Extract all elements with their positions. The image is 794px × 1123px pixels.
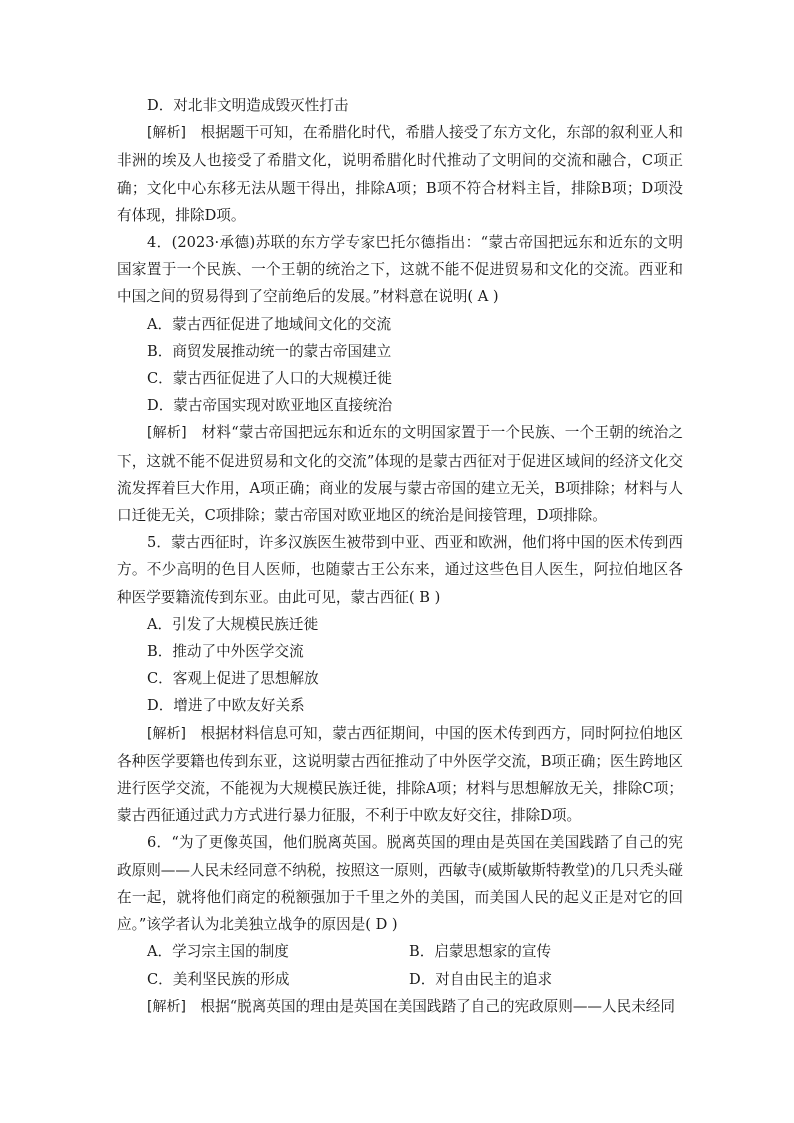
analysis-text: 根据“脱离英国的理由是英国在美国践踏了自己的宪政原则——人民未经同: [185, 997, 675, 1015]
analysis-tag: [解析]: [147, 725, 186, 742]
q6-option-a: A．学习宗主国的制度: [147, 943, 289, 961]
q6-option-d: D．对自由民主的追求: [409, 970, 553, 988]
analysis-text: 根据材料信息可知，蒙古西征期间，中国的医术传到西方，同时阿拉伯地区各种医学要籍也传到东亚，这说明蒙古西征推动了中外医学交流，B项正确；医生跨地区进行医学交流，不能视为大规模民族迁徙，排除A项；材料与思想解放无关，排除C项；蒙古西征通过武力方式进行暴力征服，不利于中欧友好交往，排除D项。: [117, 724, 683, 825]
analysis-tag: [解析]: [147, 425, 187, 442]
q6-analysis: [117, 993, 683, 1021]
q5-option-b: B．推动了中外医学交流: [147, 643, 304, 661]
q5-analysis: [117, 720, 683, 830]
question-4-stem: 4．(2023·承德)苏联的东方学专家巴托尔德指出：“蒙古帝国把远东和近东的文明国家置于一个民族、一个王朝的统治之下，这就不能不促进贸易和文化的交流。西亚和中国之间的贸易得到了空前绝后的发展。”材料意在说明( A ): [117, 234, 683, 306]
analysis-text: 材料“蒙古帝国把远东和近东的文明国家置于一个民族、一个王朝的统治之下，这就不能不促进贸易和文化的交流”体现的是蒙古西征对于促进区域间的经济文化交流发挥着巨大作用，A项正确；商业的发展与蒙古帝国的建立无关，B项排除；材料与人口迁徙无关，C项排除；蒙古帝国对欧亚地区的统治是间接管理，D项排除。: [117, 424, 683, 525]
q3-option-d: D．对北非文明造成毁灭性打击: [147, 97, 349, 114]
q5-option-d: D．增进了中欧友好关系: [147, 697, 305, 715]
q6-option-b: B．启蒙思想家的宣传: [409, 943, 552, 961]
q3-analysis: [117, 119, 683, 229]
q5-option-a: A．引发了大规模民族迁徙: [147, 615, 319, 633]
question-5-stem: 5．蒙古西征时，许多汉族医生被带到中亚、西亚和欧洲，他们将中国的医术传到西方。不少高明的色目人医师，也随蒙古王公东来，通过这些色目人医生，阿拉伯地区各种医学要籍流传到东亚。由此可见，蒙古西征( B ): [117, 534, 683, 606]
analysis-tag: [解析]: [147, 998, 186, 1015]
q4-option-a: A．蒙古西征促进了地域间文化的交流: [147, 315, 392, 333]
q4-analysis: [117, 419, 683, 529]
q4-option-b: B．商贸发展推动统一的蒙古帝国建立: [147, 342, 392, 360]
q6-options-row-2: [117, 966, 683, 993]
analysis-tag: [解析]: [147, 125, 186, 142]
analysis-text: 根据题干可知，在希腊化时代，希腊人接受了东方文化，东部的叙利亚人和非洲的埃及人也接受了希腊文化，说明希腊化时代推动了文明间的交流和融合，C项正确；文化中心东移无法从题干得出，排除A项；B项不符合材料主旨，排除B项；D项没有体现，排除D项。: [117, 124, 683, 224]
q4-option-c: C．蒙古西征促进了人口的大规模迁徙: [147, 370, 392, 388]
q5-option-c: C．客观上促进了思想解放: [147, 670, 319, 688]
q6-options-row-1: [117, 938, 683, 965]
question-6-stem: 6．“为了更像英国，他们脱离英国。脱离英国的理由是英国在美国践踏了自己的宪政原则——人民未经同意不纳税，按照这一原则，西敏寺(威斯敏斯特教堂)的几只秃头碰在一起，就将他们商定的税额强加于千里之外的美国，而美国人民的起义正是对它的回应。”该学者认为北美独立战争的原因是( D ): [117, 834, 683, 934]
document-page: [117, 92, 683, 1021]
q4-option-d: D．蒙古帝国实现对欧亚地区直接统治: [147, 397, 393, 415]
q6-option-c: C．美利坚民族的形成: [147, 970, 290, 988]
